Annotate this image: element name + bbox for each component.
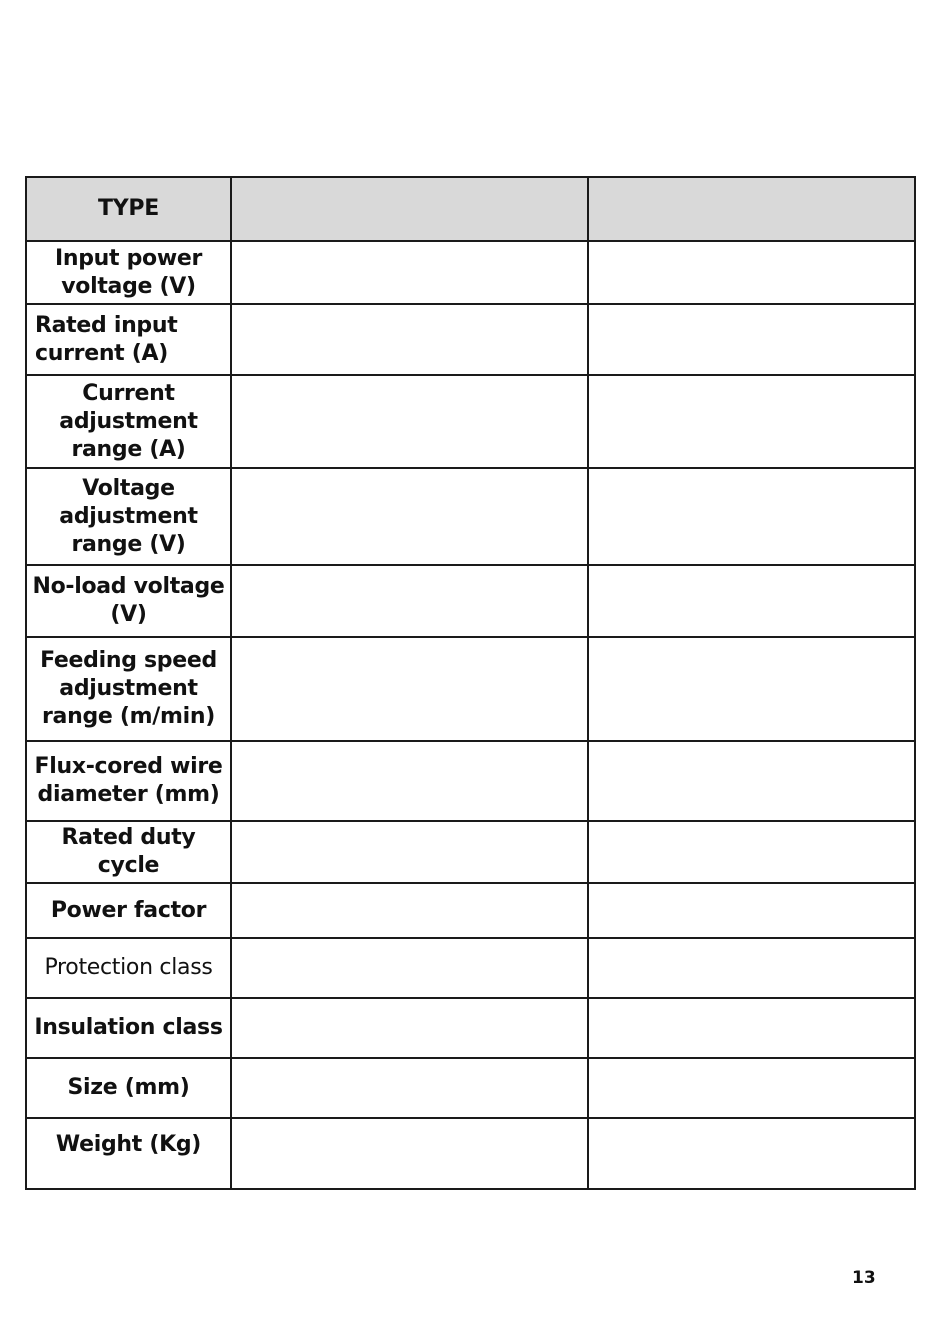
- row-label: Protection class: [44, 955, 213, 980]
- value-cell: [588, 1058, 915, 1118]
- value-cell: [231, 1118, 588, 1189]
- row-label-cell: [26, 241, 231, 304]
- type-header-cell: [26, 177, 231, 241]
- value-cell: [231, 304, 588, 375]
- value-cell: [588, 938, 915, 998]
- value-cell: [231, 637, 588, 741]
- row-label-cell: [26, 304, 231, 375]
- table-row: [26, 468, 915, 565]
- row-label: Insulation class: [34, 1015, 223, 1040]
- value-cell: [588, 241, 915, 304]
- value-cell: [588, 883, 915, 938]
- table-row: [26, 637, 915, 741]
- row-label: Size (mm): [67, 1075, 190, 1100]
- value-cell: [231, 821, 588, 883]
- row-label-cell: [26, 821, 231, 883]
- row-label: Power factor: [50, 897, 207, 923]
- row-label-cell: [26, 468, 231, 565]
- row-label: Weight (Kg): [55, 1132, 202, 1157]
- table-row: [26, 821, 915, 883]
- table-row: [26, 1118, 915, 1189]
- value-cell: [231, 998, 588, 1058]
- value-cell: [588, 741, 915, 821]
- page-number: 13: [852, 1268, 876, 1288]
- row-label-cell: [26, 998, 231, 1058]
- row-label: Flux-cored wire diameter (mm): [34, 754, 223, 807]
- row-label-cell: [26, 565, 231, 637]
- row-label: Voltage adjustment range (V): [59, 475, 198, 557]
- row-label-cell: [26, 375, 231, 468]
- row-label: Input power voltage (V): [54, 245, 203, 299]
- value-cell: [588, 304, 915, 375]
- specifications-table: [25, 176, 916, 1190]
- model-header-cell-1: [231, 177, 588, 241]
- value-cell: [231, 565, 588, 637]
- row-label: Current adjustment range (A): [59, 380, 198, 462]
- table-header-row: [26, 177, 915, 241]
- value-cell: [231, 883, 588, 938]
- row-label: Rated input current (A): [35, 312, 178, 366]
- row-label-cell: [26, 883, 231, 938]
- model-header-cell-2: [588, 177, 915, 241]
- table-row: [26, 375, 915, 468]
- table-row: [26, 304, 915, 375]
- table-row: [26, 565, 915, 637]
- value-cell: [231, 938, 588, 998]
- row-label-cell: [26, 741, 231, 821]
- value-cell: [588, 1118, 915, 1189]
- type-header-label: TYPE: [98, 196, 159, 221]
- row-label: Feeding speed adjustment range (m/min): [40, 648, 217, 729]
- value-cell: [588, 565, 915, 637]
- row-label-cell: [26, 637, 231, 741]
- value-cell: [588, 637, 915, 741]
- value-cell: [231, 741, 588, 821]
- value-cell: [588, 821, 915, 883]
- table-row: [26, 883, 915, 938]
- table-row: [26, 241, 915, 304]
- value-cell: [588, 998, 915, 1058]
- value-cell: [231, 1058, 588, 1118]
- value-cell: [588, 468, 915, 565]
- row-label: No-load voltage (V): [32, 574, 225, 627]
- table-row: [26, 1058, 915, 1118]
- value-cell: [231, 375, 588, 468]
- row-label-cell: [26, 938, 231, 998]
- table-row: [26, 998, 915, 1058]
- table-row: [26, 741, 915, 821]
- table-row: [26, 938, 915, 998]
- value-cell: [231, 468, 588, 565]
- row-label: Rated duty cycle: [61, 825, 196, 878]
- value-cell: [588, 375, 915, 468]
- row-label-cell: [26, 1058, 231, 1118]
- row-label-cell: [26, 1118, 231, 1189]
- value-cell: [231, 241, 588, 304]
